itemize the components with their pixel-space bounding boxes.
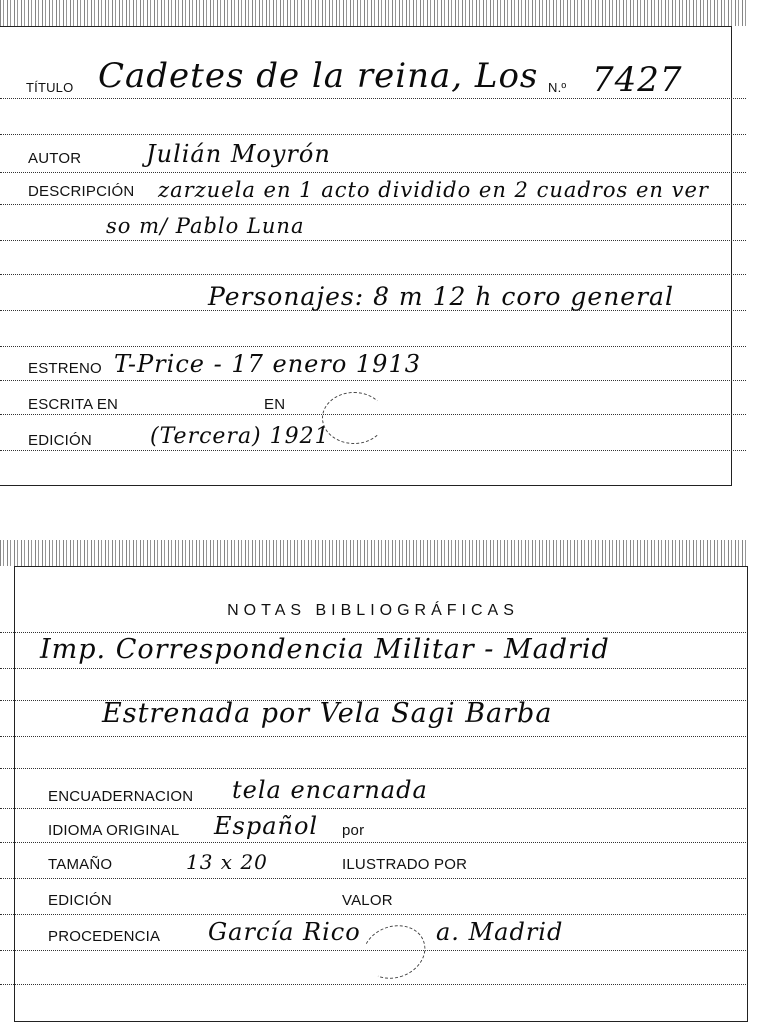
rule <box>0 842 746 843</box>
idioma-value: Español <box>214 812 319 840</box>
rule <box>0 914 746 915</box>
rule <box>0 346 746 347</box>
rule <box>0 240 746 241</box>
descripcion-value-1: zarzuela en 1 acto dividido en 2 cuadros en ver <box>158 178 709 202</box>
en-label: EN <box>264 396 286 413</box>
rule <box>0 274 746 275</box>
procedencia-value: García Rico <box>208 918 361 946</box>
catalog-card-top <box>0 0 746 492</box>
descripcion-value-2: so m/ Pablo Luna <box>106 214 305 238</box>
numero-label: N.º <box>548 80 567 95</box>
titulo-value: Cadetes de la reina, Los <box>98 56 539 96</box>
nota-2: Estrenada por Vela Sagi Barba <box>102 698 553 729</box>
procedencia-value-2: a. Madrid <box>436 918 564 946</box>
catalog-card-bottom <box>0 540 746 1020</box>
rule <box>0 632 746 633</box>
escrita-en-label: ESCRITA EN <box>28 396 119 413</box>
estreno-label: ESTRENO <box>28 360 102 377</box>
procedencia-label: PROCEDENCIA <box>48 928 161 945</box>
rule <box>0 450 746 451</box>
encuadernacion-value: tela encarnada <box>232 776 428 804</box>
titulo-label: TÍTULO <box>26 80 74 95</box>
tamano-value: 13 x 20 <box>186 850 268 874</box>
rule <box>0 668 746 669</box>
descripcion-label: DESCRIPCIÓN <box>28 183 135 200</box>
notas-title: NOTAS BIBLIOGRÁFICAS <box>227 602 519 619</box>
rule <box>0 380 746 381</box>
edicion-value: (Tercera) 1921 <box>150 424 330 449</box>
rule <box>0 736 746 737</box>
tamano-label: TAMAÑO <box>48 856 113 873</box>
rule <box>0 984 746 985</box>
valor-label: VALOR <box>342 892 393 909</box>
numero-value: 7427 <box>592 60 683 100</box>
rule <box>0 134 746 135</box>
rule <box>0 204 746 205</box>
nota-1: Imp. Correspondencia Militar - Madrid <box>40 634 610 665</box>
edicion-label: EDICIÓN <box>48 892 112 909</box>
personajes-value: Personajes: 8 m 12 h coro general <box>208 282 674 311</box>
encuadernacion-label: ENCUADERNACION <box>48 788 194 805</box>
rule <box>0 768 746 769</box>
autor-value: Julián Moyrón <box>146 140 331 168</box>
por-label: por <box>342 822 365 839</box>
rule <box>0 808 746 809</box>
estreno-value: T-Price - 17 enero 1913 <box>114 350 421 378</box>
rule <box>0 172 746 173</box>
speckled-edge <box>0 0 746 26</box>
stamp-mark <box>322 392 386 444</box>
edicion-label: EDICIÓN <box>28 432 92 449</box>
ilustrado-label: ILUSTRADO POR <box>342 856 468 873</box>
rule <box>0 878 746 879</box>
idioma-label: IDIOMA ORIGINAL <box>48 822 180 839</box>
speckled-edge <box>0 540 746 566</box>
autor-label: AUTOR <box>28 150 82 167</box>
